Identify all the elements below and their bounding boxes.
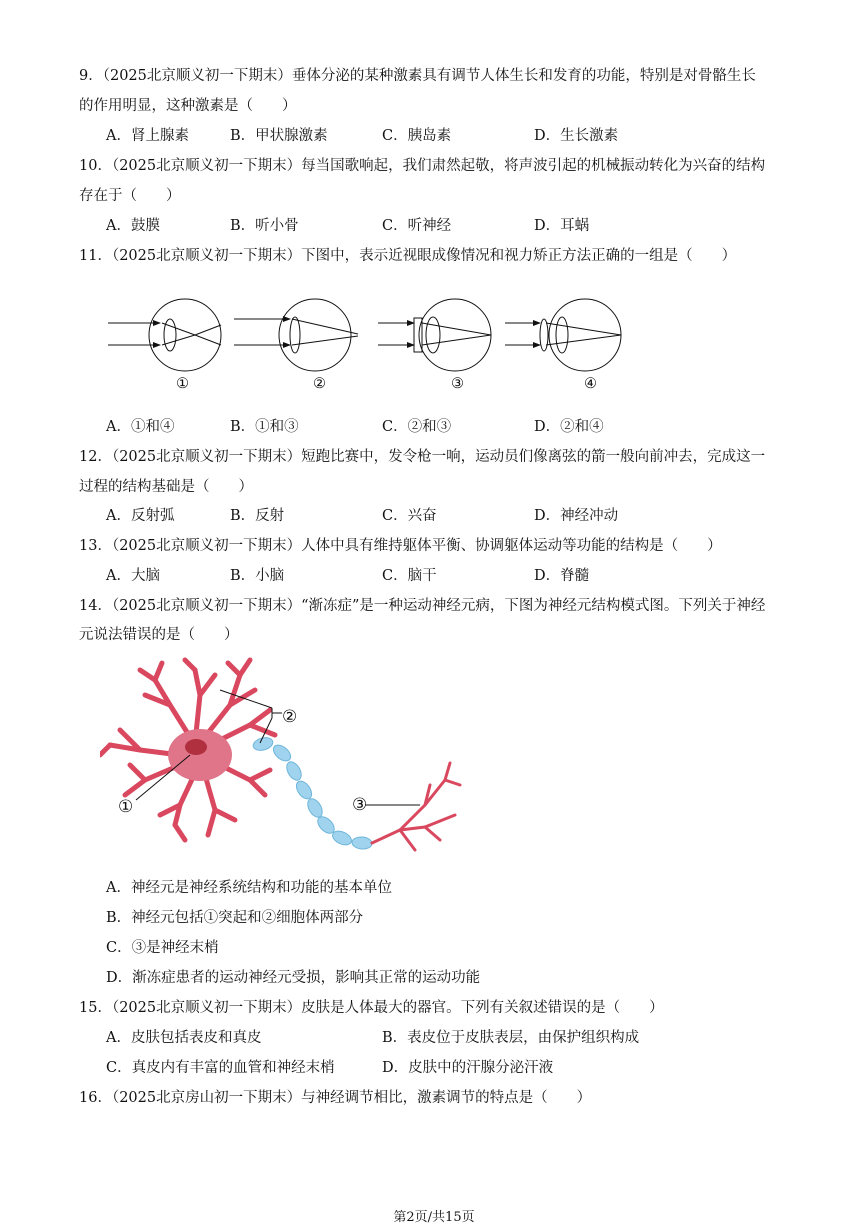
- question-14-option-b[interactable]: B．神经元包括①突起和②细胞体两部分: [106, 910, 364, 926]
- question-14-option-d[interactable]: D．渐冻症患者的运动神经元受损，影响其正常的运动功能: [106, 970, 481, 986]
- eye-diagram-4: [505, 299, 621, 371]
- question-12-option-c[interactable]: C．兴奋: [382, 508, 437, 524]
- question-10-line-1: 10．（2025北京顺义初一下期末）每当国歌响起，我们肃然起敬，将声波引起的机械振动转化为兴奋的结构: [79, 158, 766, 174]
- eye-diagram-2: [234, 299, 358, 371]
- question-13-option-c[interactable]: C．脑干: [382, 568, 437, 584]
- question-12-option-a[interactable]: A．反射弧: [106, 508, 175, 524]
- question-9-option-c[interactable]: C．胰岛素: [382, 128, 452, 144]
- question-15-option-b[interactable]: B．表皮位于皮肤表层，由保护组织构成: [382, 1030, 640, 1046]
- question-15-option-d[interactable]: D．皮肤中的汗腺分泌汗液: [382, 1060, 554, 1076]
- question-10-line-2: 存在于（ ）: [79, 188, 181, 204]
- question-13-option-d[interactable]: D．脊髓: [534, 568, 590, 584]
- question-13-line-1: 13．（2025北京顺义初一下期末）人体中具有维持躯体平衡、协调躯体运动等功能的结构是（ ）: [79, 538, 722, 554]
- question-14-line-2: 元说法错误的是（ ）: [79, 627, 239, 643]
- eye-diagram-3: [378, 299, 491, 371]
- question-11-option-c[interactable]: C．②和③: [382, 419, 452, 435]
- question-11-option-d[interactable]: D．②和④: [534, 419, 604, 435]
- neuron-label-1: ①: [118, 797, 134, 817]
- question-9-option-d[interactable]: D．生长激素: [534, 128, 619, 144]
- cell-body: [168, 729, 232, 781]
- question-11-line-1: 11．（2025北京顺义初一下期末）下图中，表示近视眼成像情况和视力矫正方法正确的一组是（ ）: [79, 248, 737, 264]
- question-9-option-a[interactable]: A．肾上腺素: [106, 128, 189, 144]
- question-9-line-1: 9．（2025北京顺义初一下期末）垂体分泌的某种激素具有调节人体生长和发育的功能，特别是对骨骼生长: [79, 68, 756, 84]
- question-11-option-b[interactable]: B．①和③: [230, 419, 299, 435]
- question-15-line-1: 15．（2025北京顺义初一下期末）皮肤是人体最大的器官。下列有关叙述错误的是（ ）: [79, 1000, 664, 1016]
- eye-diagram-1: [108, 299, 221, 371]
- question-12-option-b[interactable]: B．反射: [230, 508, 285, 524]
- neuron-label-3: ③: [352, 795, 368, 815]
- question-14-option-a[interactable]: A．神经元是神经系统结构和功能的基本单位: [106, 880, 392, 896]
- question-12-line-1: 12．（2025北京顺义初一下期末）短跑比赛中，发令枪一响，运动员们像离弦的箭一般向前冲去，完成这一: [79, 449, 766, 465]
- question-10-option-d[interactable]: D．耳蜗: [534, 218, 590, 234]
- question-15-option-a[interactable]: A．皮肤包括表皮和真皮: [106, 1030, 262, 1046]
- question-10-option-a[interactable]: A．鼓膜: [106, 218, 160, 234]
- axon-myelin: [252, 736, 373, 850]
- question-12-option-d[interactable]: D．神经冲动: [534, 508, 619, 524]
- question-9-option-b[interactable]: B．甲状腺激素: [230, 128, 328, 144]
- eye-label-3: ③: [451, 376, 464, 392]
- question-14-line-1: 14．（2025北京顺义初一下期末）“渐冻症”是一种运动神经元病，下图为神经元结构模式图。下列关于神经: [79, 598, 766, 614]
- nucleus: [185, 739, 207, 755]
- eye-label-2: ②: [313, 376, 326, 392]
- question-11-option-a[interactable]: A．①和④: [106, 419, 175, 435]
- axon-terminals: [372, 763, 460, 850]
- question-13-option-a[interactable]: A．大脑: [106, 568, 160, 584]
- question-10-option-c[interactable]: C．听神经: [382, 218, 452, 234]
- question-9-line-2: 的作用明显，这种激素是（ ）: [79, 98, 297, 114]
- question-15-option-c[interactable]: C．真皮内有丰富的血管和神经末梢: [106, 1060, 335, 1076]
- question-16-line-1: 16．（2025北京房山初一下期末）与神经调节相比，激素调节的特点是（ ）: [79, 1090, 592, 1106]
- question-14-option-c[interactable]: C．③是神经末梢: [106, 940, 219, 956]
- eye-label-1: ①: [176, 376, 189, 392]
- eye-label-4: ④: [584, 376, 597, 392]
- neuron-label-2: ②: [282, 707, 298, 727]
- neuron-diagram: [100, 655, 470, 860]
- page-footer: 第2页/共15页: [393, 1210, 475, 1225]
- question-12-line-2: 过程的结构基础是（ ）: [79, 479, 253, 495]
- question-13-option-b[interactable]: B．小脑: [230, 568, 285, 584]
- question-10-option-b[interactable]: B．听小骨: [230, 218, 299, 234]
